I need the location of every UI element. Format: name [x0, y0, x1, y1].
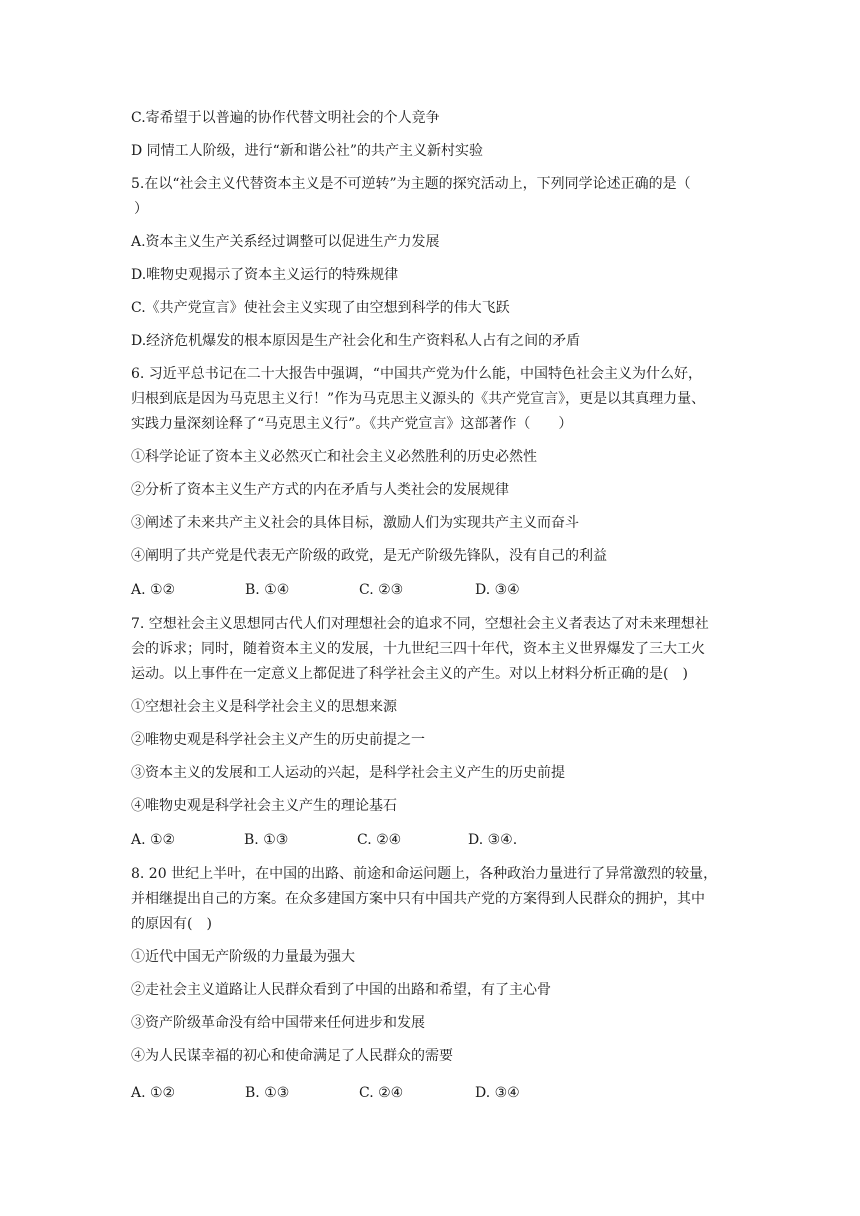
- q6-choice-d: D. ③④: [475, 582, 520, 598]
- q6-item-2: ②分析了资本主义生产方式的内在矛盾与人类社会的发展规律: [131, 482, 509, 498]
- q8-choices: [131, 1083, 731, 1103]
- q7-stem: 7. 空想社会主义思想同古代人们对理想社会的追求不同，空想社会主义者表达了对未来理想社: [131, 616, 709, 632]
- q7-choice-a: A. ①②: [131, 832, 176, 848]
- q6-choice-c: C. ②③: [359, 582, 404, 598]
- q6-choice-b: B. ①④: [245, 582, 290, 598]
- q6-stem-cont: 实践力量深刻诠释了“马克思主义行”。《共产党宣言》这部著作（ ）: [131, 416, 573, 432]
- q8-item-4: ④为人民谋幸福的初心和使命满足了人民群众的需要: [131, 1048, 453, 1064]
- q8-stem-cont: 的原因有( ): [131, 916, 212, 932]
- q8-stem: 8. 20 世纪上半叶，在中国的出路、前途和命运问题上，各种政治力量进行了异常激烈的较量，: [131, 866, 718, 882]
- q7-item-2: ②唯物史观是科学社会主义产生的历史前提之一: [131, 732, 425, 748]
- q7-stem-cont: 运动。以上事件在一定意义上都促进了科学社会主义的产生。对以上材料分析正确的是( ): [131, 666, 688, 682]
- q5-stem-cont: ）: [134, 201, 148, 217]
- q8-stem-cont: 并相继提出自己的方案。在众多建国方案中只有中国共产党的方案得到人民群众的拥护，其中: [131, 891, 705, 907]
- q8-choice-d: D. ③④: [475, 1085, 520, 1101]
- q6-item-1: ①科学论证了资本主义必然灭亡和社会主义必然胜利的历史必然性: [131, 449, 537, 465]
- q8-choice-a: A. ①②: [131, 1085, 176, 1101]
- q6-item-4: ④阐明了共产党是代表无产阶级的政党，是无产阶级先锋队，没有自己的利益: [131, 548, 607, 564]
- q5-option-a: A.资本主义生产关系经过调整可以促进生产力发展: [131, 234, 440, 250]
- q8-choice-c: C. ②④: [359, 1085, 404, 1101]
- q7-choices: [131, 830, 731, 850]
- q5-stem: 5.在以“社会主义代替资本主义是不可逆转”为主题的探究活动上，下列同学论述正确的是（: [131, 176, 691, 192]
- q5-option-c: C.《共产党宣言》使社会主义实现了由空想到科学的伟大飞跃: [131, 300, 510, 316]
- q4-option-d: D 同情工人阶级，进行“新和谐公社”的共产主义新村实验: [131, 143, 483, 159]
- q7-choice-c: C. ②④: [357, 832, 402, 848]
- q6-choice-a: A. ①②: [131, 582, 176, 598]
- q8-item-2: ②走社会主义道路让人民群众看到了中国的出路和希望，有了主心骨: [131, 982, 551, 998]
- q5-option-b: D.唯物史观揭示了资本主义运行的特殊规律: [131, 267, 399, 283]
- q8-item-3: ③资产阶级革命没有给中国带来任何进步和发展: [131, 1015, 425, 1031]
- q6-choices: [131, 580, 731, 600]
- q6-stem: 6. 习近平总书记在二十大报告中强调，“中国共产党为什么能，中国特色社会主义为什么好，: [131, 366, 702, 382]
- q8-choice-b: B. ①③: [245, 1085, 290, 1101]
- q7-stem-cont: 会的诉求；同时，随着资本主义的发展，十九世纪三四十年代，资本主义世界爆发了三大工火: [131, 641, 705, 657]
- q7-item-4: ④唯物史观是科学社会主义产生的理论基石: [131, 798, 397, 814]
- q6-stem-cont: 归根到底是因为马克思主义行！”作为马克思主义源头的《共产党宣言》，更是以其真理力量、: [131, 391, 706, 407]
- q7-choice-d: D. ③④.: [468, 832, 518, 848]
- q7-choice-b: B. ①③: [244, 832, 289, 848]
- q8-item-1: ①近代中国无产阶级的力量最为强大: [131, 949, 355, 965]
- q7-item-1: ①空想社会主义是科学社会主义的思想来源: [131, 699, 397, 715]
- q6-item-3: ③阐述了未来共产主义社会的具体目标，激励人们为实现共产主义而奋斗: [131, 515, 579, 531]
- q5-option-d: D.经济危机爆发的根本原因是生产社会化和生产资料私人占有之间的矛盾: [131, 333, 581, 349]
- q4-option-c: C.寄希望于以普遍的协作代替文明社会的个人竞争: [131, 110, 440, 126]
- q7-item-3: ③资本主义的发展和工人运动的兴起，是科学社会主义产生的历史前提: [131, 765, 565, 781]
